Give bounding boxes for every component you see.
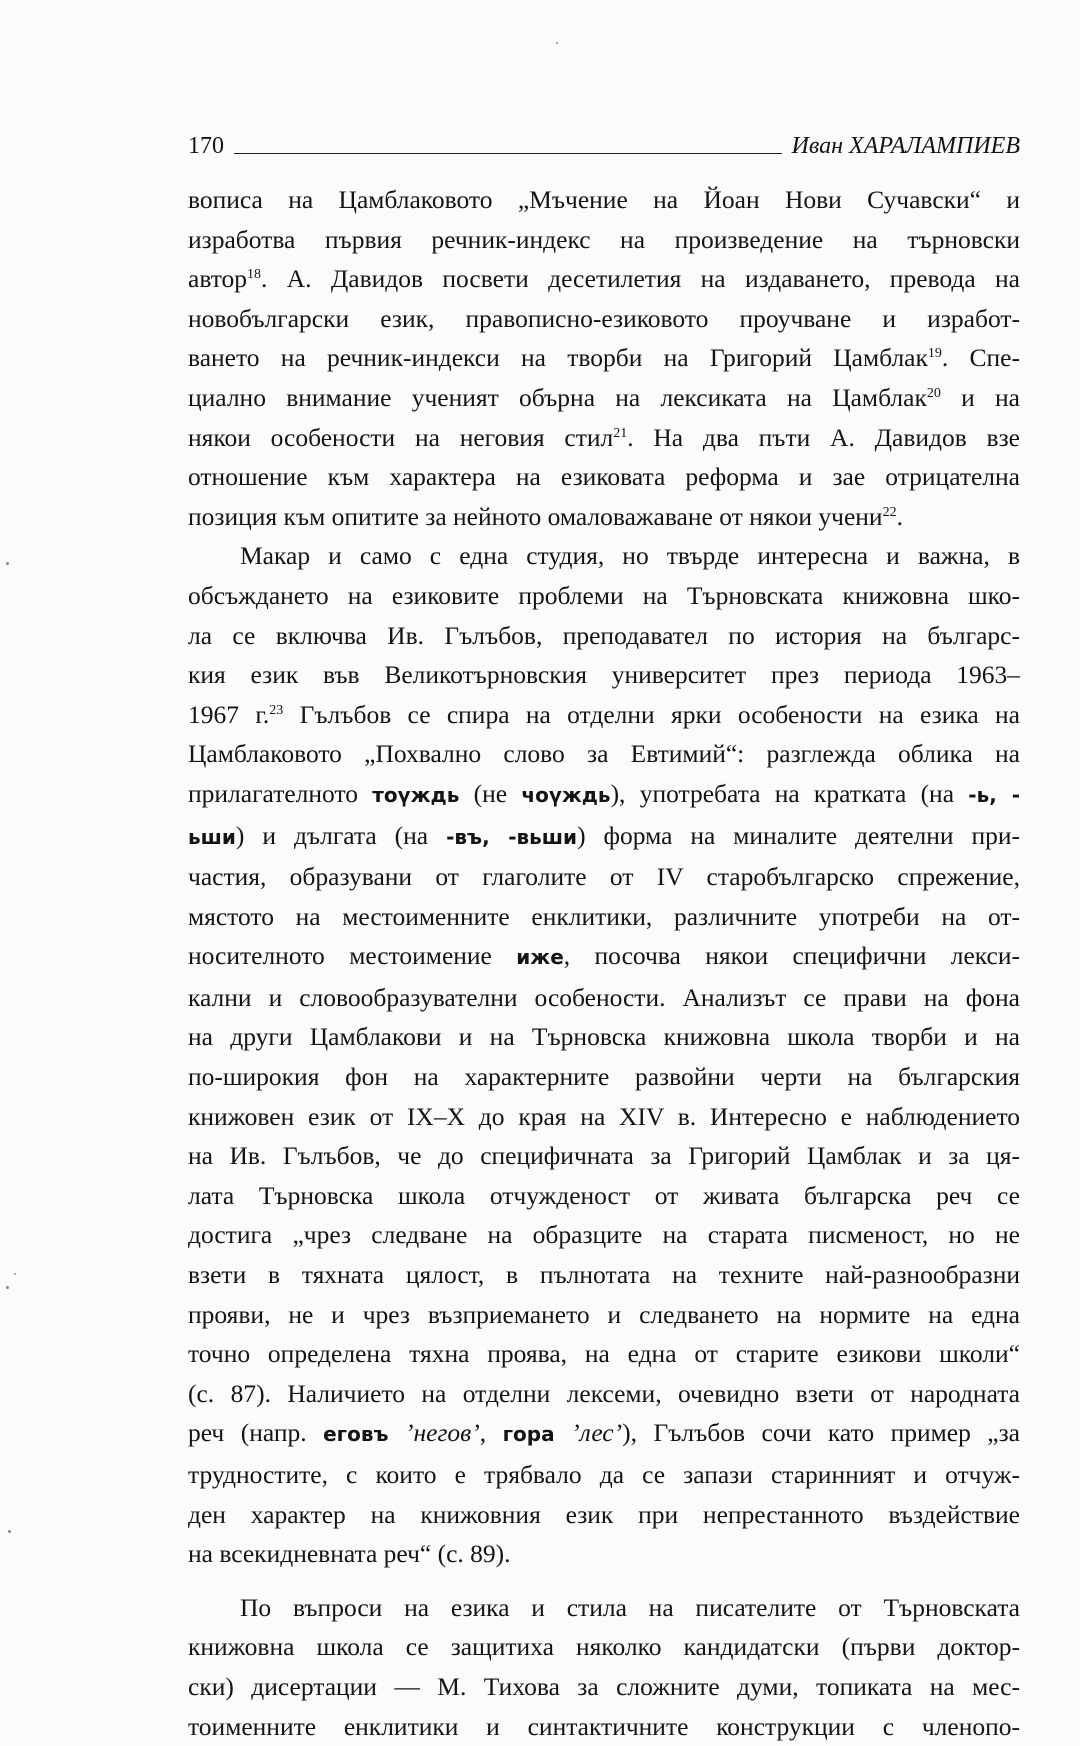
footnote-ref-23[interactable]: 23 (269, 702, 284, 718)
text-line: някои особености на неговия стил$^{21}$. На два пъти А. Давидов взе (188, 422, 1020, 452)
text-line: лата Търновска школа отчужденост от живата българска реч се (188, 1180, 1020, 1210)
scan-speck (8, 1530, 11, 1533)
text-line: ла се включва Ив. Гълъбов, преподавател по история на българс- (188, 620, 1020, 650)
header-rule (234, 153, 782, 154)
old-bulgarian-form: чоүждь (521, 782, 611, 807)
running-header (188, 124, 1020, 158)
paragraph-1 (188, 180, 1020, 536)
text-line: Цамблаковото „Похвално слово за Евтимий“: разглежда облика на (188, 739, 1020, 769)
text-line: на Ив. Гълъбов, че до специфичната за Григорий Цамблак и за ця- (188, 1141, 1020, 1171)
text-line: частия, образувани от глаголите от IV старобългарско спрежение, (188, 862, 1020, 892)
text-line: мястото на местоименните енклитики, различните употреби на от- (188, 901, 1020, 931)
gloss: ’лес’ (554, 1418, 623, 1448)
footnote-ref-19[interactable]: 19 (927, 346, 942, 362)
old-bulgarian-form: -ь, - (968, 782, 1020, 807)
body-text (188, 180, 1020, 1746)
old-bulgarian-form: гора (502, 1422, 555, 1447)
text-line: реч (напр. еговъ ’негов’, гора ’лес’), Гълъбов сочи като пример „за (188, 1418, 1020, 1448)
footnote-ref-22[interactable]: 22 (882, 504, 897, 520)
gloss: ’негов’ (388, 1418, 480, 1448)
text-line: ски) дисертации — М. Тихова за сложните думи, топиката на мес- (188, 1671, 1020, 1701)
scan-speck (6, 1286, 9, 1289)
text-line: на всекидневната реч“ (с. 89). (188, 1539, 511, 1569)
footnote-ref-20[interactable]: 20 (926, 385, 941, 401)
text-line: трудностите, с които е трябвало да се запази старинният и отчуж- (188, 1460, 1020, 1489)
text-line: носителното местоимение иже, посочва някои специфични лекси- (188, 941, 1020, 971)
text-line: Макар и само с една студия, но твърде интересна и важна, в (240, 541, 1020, 571)
scan-speck (6, 562, 9, 565)
text-line: позиция към опитите за нейното омаловажаване от някои учени$^{22}$. (188, 501, 903, 531)
text-line: обсъждането на езиковите проблеми на Търновската книжовна шко- (188, 580, 1020, 610)
text-line: По въпроси на езика и стила на писателите от Търновската (240, 1592, 1020, 1622)
text-line: вописа на Цамблаковото „Мъчение на Йоан Нови Сучавски“ и (188, 185, 1020, 214)
text-line: (с. 87). Наличието на отделни лексеми, очевидно взети от народната (188, 1378, 1020, 1408)
text-line: автор$^{18}$. А. Давидов посвети десетилетия на издаването, превода на (188, 264, 1020, 294)
text-line: взети в тяхната цялост, в пълнотата на техните най-разнообразни (188, 1260, 1020, 1290)
text-line: кия език във Великотърновския университет през периода 1963– (188, 660, 1020, 690)
text-line: циално внимание ученият обърна на лексиката на Цамблак$^{20}$ и на (188, 382, 1020, 412)
running-head-author: Иван ХАРАЛАМПИЕВ (791, 133, 1020, 159)
page-number: 170 (188, 133, 224, 159)
footnote-ref-18[interactable]: 18 (247, 267, 262, 283)
old-bulgarian-form: иже (516, 945, 564, 970)
text-line: книжовен език от IX–X до края на XIV в. Интересно е наблюдението (188, 1101, 1020, 1131)
text-line: прилагателното тоүждь (не чоүждь), употребата на кратката (на -ь, - (188, 778, 1020, 808)
footnote-ref-21[interactable]: 21 (613, 425, 628, 441)
old-bulgarian-form: ьши (188, 824, 236, 849)
text-line: достига „чрез следване на образците на старата писменост, но не (188, 1220, 1020, 1250)
text-line: тоименните енклитики и синтактичните конструкции с членопо- (188, 1711, 1020, 1741)
paragraph-3 (188, 1588, 1020, 1746)
paragraph-2 (188, 536, 1020, 1573)
old-bulgarian-form: тоүждь (372, 782, 460, 807)
text-line: изработва първия речник-индекс на произведение на търновски (188, 224, 1020, 254)
text-line: точно определена тяхна проява, на една от старите езикови школи“ (188, 1339, 1020, 1369)
text-line: отношение към характера на езиковата реформа и зае отрицателна (188, 462, 1020, 492)
text-line: новобългарски език, правописно-езиковото проучване и изработ- (188, 303, 1020, 333)
scan-speck (14, 1273, 16, 1275)
text-line: ването на речник-индекси на творби на Григорий Цамблак$^{19}$. Спе- (188, 343, 1020, 373)
text-line: 1967 г.$^{23}$ Гълъбов се спира на отделни ярки особености на езика на (188, 699, 1020, 729)
old-bulgarian-form: -въ, -вьши (446, 824, 578, 849)
old-bulgarian-form: еговъ (323, 1422, 389, 1447)
scan-speck (556, 42, 558, 44)
text-line: ден характер на книжовния език при непрестанното въздействие (188, 1499, 1020, 1529)
text-line: книжовна школа се защитиха няколко кандидатски (първи доктор- (188, 1632, 1020, 1662)
text-line: по-широкия фон на характерните развойни черти на българския (188, 1062, 1020, 1092)
text-line: прояви, не и чрез възприемането и следването на нормите на една (188, 1299, 1020, 1329)
text-line: на други Цамблакови и на Търновска книжовна школа творби и на (188, 1022, 1020, 1052)
text-line: кални и словообразувателни особености. Анализът се прави на фона (188, 982, 1020, 1012)
text-line: ьши) и дългата (на -въ, -вьши) форма на миналите деятелни при- (188, 820, 1021, 850)
